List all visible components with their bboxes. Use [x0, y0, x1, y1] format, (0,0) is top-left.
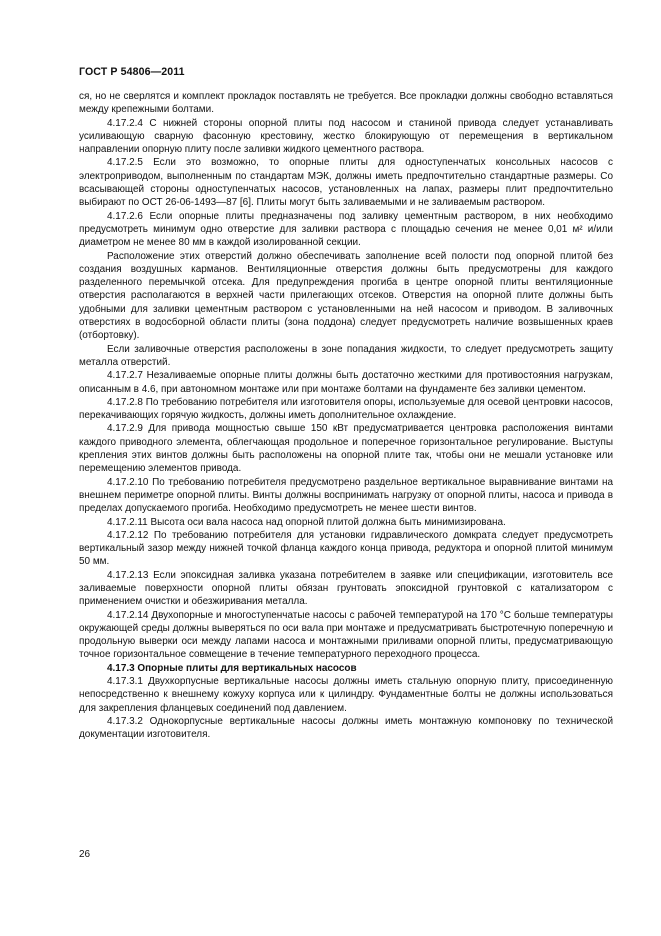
page-number: 26: [79, 849, 91, 860]
paragraph-4-17-2-7: 4.17.2.7 Незаливаемые опорные плиты должны быть достаточно жесткими для противостояния нагрузкам, описанным в 4.6, при автономном монтаже или при монтаже болтами на фундаменте без заливки цементом.: [79, 370, 613, 395]
paragraph-4-17-2-4: 4.17.2.4 С нижней стороны опорной плиты под насосом и станиной привода следует устанавливать усиливающую сварную фасонную крестовину, жестко блокирующую от перемещения в вертикальном направлении опорную плиту после заливки жидкого цементного раствора.: [79, 117, 613, 156]
paragraph-holes-location: Расположение этих отверстий должно обеспечивать заполнение всей полости под опорной плитой без создания воздушных карманов. Вентиляционные отверстия должны быть предусмотрены для каждого разделенного перемычкой отсека. Для предупреждения прогиба в центре опорной плиты вентиляционные отверстия располагаются в верхней части прилегающих отсеков. Отверстия на опорной плите должны быть удобными для заливки цементным раствором с установленными на ней насосом и приводом. В заливочных отверстиях в водосборной области плиты (зона поддона) следует предусмотреть наличие возвышенных краев (отбортовку).: [79, 250, 613, 342]
paragraph-continuation: ся, но не сверлятся и комплект прокладок поставлять не требуется. Все прокладки должны свободно вставляться между крепежными болтами.: [79, 91, 613, 116]
paragraph-4-17-2-11: 4.17.2.11 Высота оси вала насоса над опорной плитой должна быть минимизирована.: [107, 516, 506, 528]
paragraph-4-17-2-9: 4.17.2.9 Для привода мощностью свыше 150 кВт предусматривается центровка расположения винтами каждого приводного элемента, облегчающая продольное и поперечное горизонтальное регулирование. Выступы крепления этих винтов должны быть расположены на опорной плите так, чтобы они не мешали установке или перемещению элементов привода.: [79, 423, 613, 475]
paragraph-4-17-2-10: 4.17.2.10 По требованию потребителя предусмотрено раздельное вертикальное выравнивание винтами на внешнем периметре опорной плиты. Винты должны воспринимать нагрузку от опорной плиты, насоса и привода в пределах допускаемого прогиба. Необходимо предусмотреть не менее шести винтов.: [79, 476, 613, 515]
paragraph-4-17-2-8: 4.17.2.8 По требованию потребителя или изготовителя опоры, используемые для осевой центровки насосов, перекачивающих горячую жидкость, должны иметь дополнительное охлаждение.: [79, 396, 613, 422]
paragraph-4-17-2-13: 4.17.2.13 Если эпоксидная заливка указана потребителем в заявке или спецификации, изготовитель все заливаемые поверхности опорной плиты обязан грунтовать эпоксидной грунтовкой с катализатором с применением очистки и обезжиривания металла.: [79, 569, 613, 608]
paragraph-4-17-3-1: 4.17.3.1 Двухкорпусные вертикальные насосы должны иметь стальную опорную плиту, присоединенную непосредственно к внешнему кожуху корпуса или к цилиндру. Фундаментные болты не должны использоваться для закрепления фланцевых соединений под давлением.: [79, 676, 613, 714]
section-heading-4-17-3: 4.17.3 Опорные плиты для вертикальных насосов: [107, 662, 357, 674]
paragraph-4-17-2-5: 4.17.2.5 Если это возможно, то опорные плиты для одноступенчатых консольных насосов с электроприводом, выполненным по стандартам МЭК, должны иметь предпочтительно стандартные размеры. Со всасывающей стороны одноступенчатых насосов, установленных на лапах, размеры плит предпочтительно выбирают по ОСТ 26-06-1493—87 [6]. Плиты могут быть заливаемыми и не заливаемым раствором.: [79, 157, 613, 209]
paragraph-holes-protection: Если заливочные отверстия расположены в зоне попадания жидкости, то следует предусмотреть защиту металла отверстий.: [79, 343, 613, 368]
paragraph-4-17-2-14: 4.17.2.14 Двухопорные и многоступенчатые насосы с рабочей температурой на 170 °C больше температуры окружающей среды должны выверяться по оси вала при монтаже и предусматривать быстротечную поперечную и продольную выверки оси между лапами насоса и монтажными приливами опорной плиты, предусматривающую точное горизонтальное совмещение в течение температурного переходного процесса.: [79, 609, 613, 661]
page-header-standard-number: ГОСТ Р 54806—2011: [79, 66, 185, 78]
paragraph-4-17-2-12: 4.17.2.12 По требованию потребителя для установки гидравлического домкрата следует предусмотреть вертикальный зазор между нижней точкой фланца каждого конца привода, редуктора и опорной плитой минимум 50 мм.: [79, 529, 613, 568]
document-body: [79, 90, 613, 742]
paragraph-4-17-2-6: 4.17.2.6 Если опорные плиты предназначены под заливку цементным раствором, в них необходимо предусмотреть минимум одно отверстие для заливки раствора с площадью сечения не менее 0,01 м² и/или диаметром не менее 80 мм в каждой изолированной секции.: [79, 210, 613, 249]
paragraph-4-17-3-2: 4.17.3.2 Однокорпусные вертикальные насосы должны иметь монтажную компоновку по технической документации изготовителя.: [79, 715, 613, 741]
